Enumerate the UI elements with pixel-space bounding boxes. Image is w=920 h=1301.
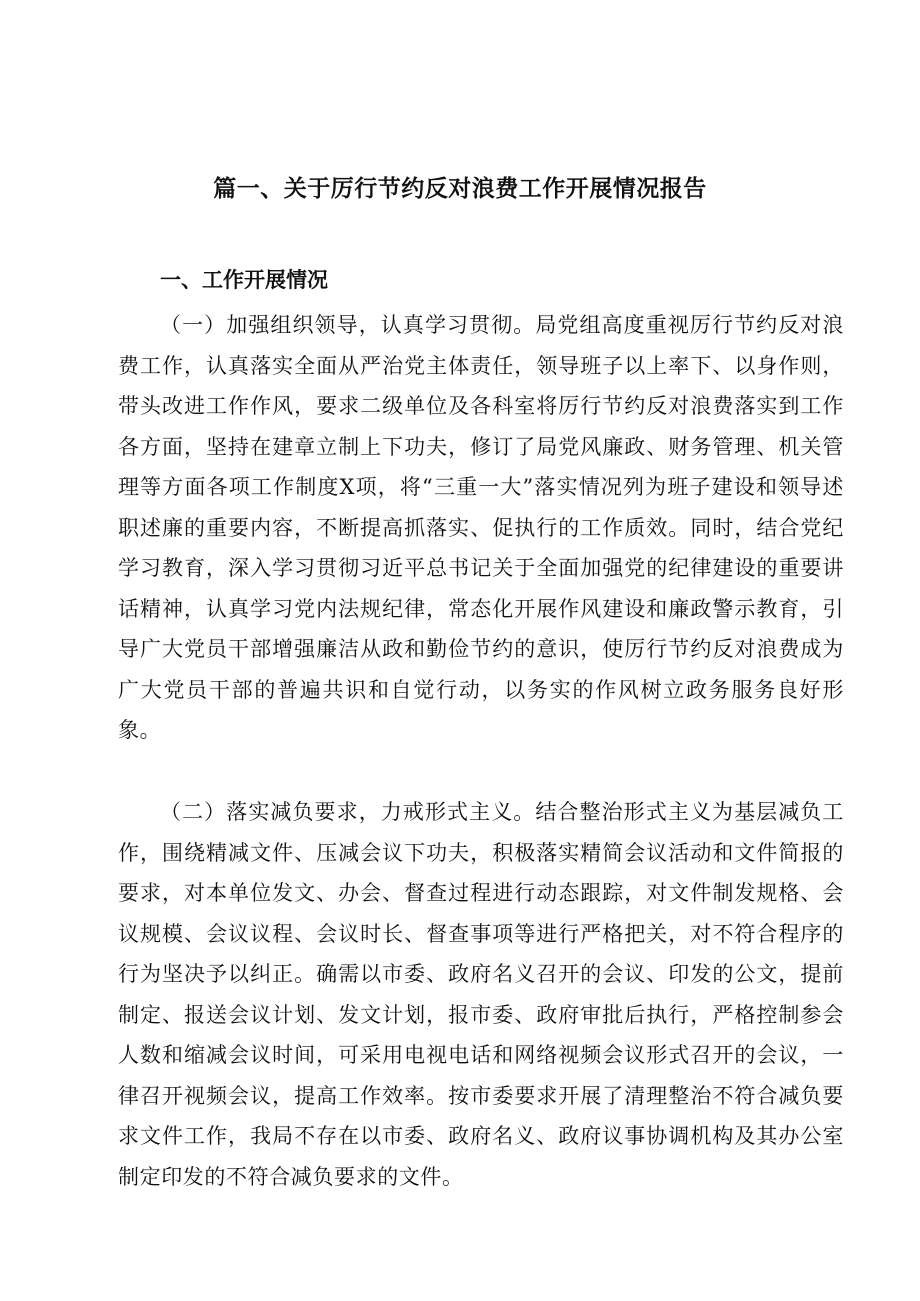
document-title: 篇一、关于厉行节约反对浪费工作开展情况报告 [213,176,707,202]
section-heading: 一、工作开展情况 [160,268,328,292]
paragraph: （一）加强组织领导，认真学习贯彻。局党组高度重视厉行节约反对浪费工作，认真落实全面从严治党主体责任，领导班子以上率下、以身作则，带头改进工作作风，要求二级单位及各科室将厉行节约反对浪费落实到工作各方面，坚持在建章立制上下功夫，修订了局党风廉政、财务管理、机关管理等方面各项工作制度X项，将“三重一大”落实情况列为班子建设和领导述职述廉的重要内容，不断提高抓落实、促执行的工作质效。同时，结合党纪学习教育，深入学习贯彻习近平总书记关于全面加强党的纪律建设的重要讲话精神，认真学习党内法规纪律，常态化开展作风建设和廉政警示教育，引导广大党员干部增强廉洁从政和勤俭节约的意识，使厉行节约反对浪费成为广大党员干部的普遍共识和自觉行动，以务实的作风树立政务服务良好形象。 [118,313,844,742]
paragraph: （二）落实减负要求，力戒形式主义。结合整治形式主义为基层减负工作，围绕精减文件、压减会议下功夫，积极落实精简会议活动和文件简报的要求，对本单位发文、办会、督查过程进行动态跟踪，对文件制发规格、会议规模、会议议程、会议时长、督查事项等进行严格把关，对不符合程序的行为坚决予以纠正。确需以市委、政府名义召开的会议、印发的公文，提前制定、报送会议计划、发文计划，报市委、政府审批后执行，严格控制参会人数和缩减会议时间，可采用电视电话和网络视频会议形式召开的会议，一律召开视频会议，提高工作效率。按市委要求开展了清理整治不符合减负要求文件工作，我局不存在以市委、政府名义、政府议事协调机构及其办公室制定印发的不符合减负要求的文件。 [118,800,844,1189]
